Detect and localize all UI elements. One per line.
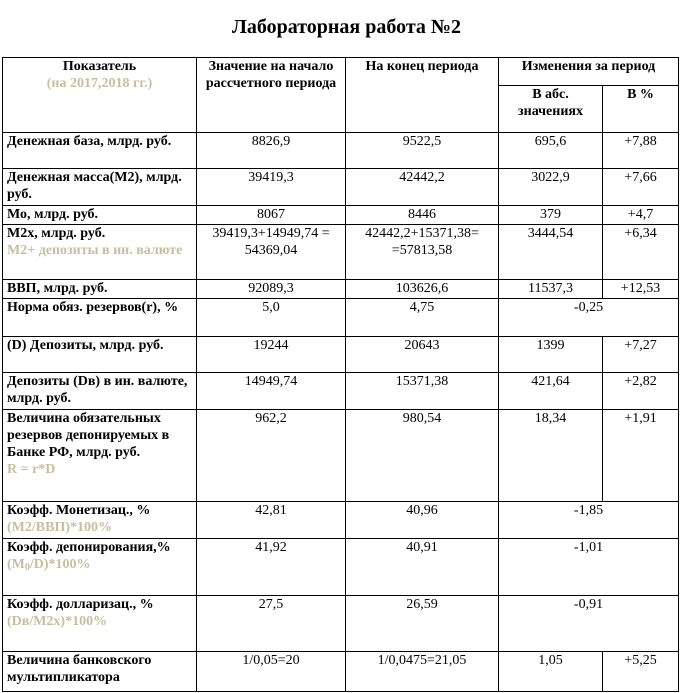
row-indicator: Денежная база, млрд. руб. bbox=[3, 133, 197, 169]
row-start-value: 5,0 bbox=[197, 299, 346, 337]
header-indicator-note: (на 2017,2018 гг.) bbox=[46, 76, 153, 91]
row-indicator: Денежная масса(М2), млрд. руб. bbox=[3, 169, 197, 206]
row-end-value: 20643 bbox=[346, 337, 499, 373]
row-pct-change: +5,25 bbox=[603, 652, 679, 692]
table-row bbox=[3, 410, 679, 502]
row-formula-note: R = r*D bbox=[7, 462, 56, 477]
row-change-merged: -1,01 bbox=[499, 539, 679, 596]
row-end-value: 1/0,0475=21,05 bbox=[346, 652, 499, 692]
page-title: Лабораторная работа №2 bbox=[231, 16, 462, 38]
row-pct-change: +7,88 bbox=[603, 133, 679, 169]
row-pct-change: +6,34 bbox=[603, 225, 679, 280]
header-indicator bbox=[3, 58, 197, 133]
row-indicator bbox=[3, 225, 197, 280]
table-row bbox=[3, 206, 679, 225]
row-abs-change: 379 bbox=[499, 206, 603, 225]
row-change-merged: -1,85 bbox=[499, 502, 679, 539]
table-row bbox=[3, 373, 679, 410]
row-indicator: Депозиты (Dв) в ин. валюте, млрд. руб. bbox=[3, 373, 197, 410]
row-end-value: 26,59 bbox=[346, 596, 499, 652]
row-indicator: Величина банковского мультипликатора bbox=[3, 652, 197, 692]
row-end-value: 103626,6 bbox=[346, 280, 499, 299]
row-end-value: 9522,5 bbox=[346, 133, 499, 169]
row-end-value: 8446 bbox=[346, 206, 499, 225]
row-pct-change: +2,82 bbox=[603, 373, 679, 410]
row-end-value: 980,54 bbox=[346, 410, 499, 502]
table-row bbox=[3, 169, 679, 206]
row-abs-change: 11537,3 bbox=[499, 280, 603, 299]
header-pct-change: В % bbox=[603, 86, 679, 133]
row-start-value: 19244 bbox=[197, 337, 346, 373]
row-formula-note: (М2/ВВП)*100% bbox=[7, 520, 112, 535]
row-start-value: 27,5 bbox=[197, 596, 346, 652]
table-row bbox=[3, 502, 679, 539]
row-abs-change: 1399 bbox=[499, 337, 603, 373]
row-abs-change: 421,64 bbox=[499, 373, 603, 410]
row-formula-note: М2+ депозиты в ин. валюте bbox=[7, 243, 183, 258]
table-row bbox=[3, 337, 679, 373]
row-end-value: 42442,2+15371,38= =57813,58 bbox=[346, 225, 499, 280]
row-abs-change: 3444,54 bbox=[499, 225, 603, 280]
row-indicator: Норма обяз. резервов(r), % bbox=[3, 299, 197, 337]
row-pct-change: +1,91 bbox=[603, 410, 679, 502]
row-indicator: (D) Депозиты, млрд. руб. bbox=[3, 337, 197, 373]
row-end-value: 4,75 bbox=[346, 299, 499, 337]
row-indicator: ВВП, млрд. руб. bbox=[3, 280, 197, 299]
row-start-value: 41,92 bbox=[197, 539, 346, 596]
table-row bbox=[3, 596, 679, 652]
row-pct-change: +7,66 bbox=[603, 169, 679, 206]
row-pct-change: +7,27 bbox=[603, 337, 679, 373]
row-indicator-label: Коэфф. Монетизац., % bbox=[7, 503, 151, 518]
header-abs-change: В абс. значениях bbox=[499, 86, 603, 133]
table-row bbox=[3, 652, 679, 692]
table-row bbox=[3, 280, 679, 299]
row-change-merged: -0,25 bbox=[499, 299, 679, 337]
row-abs-change: 18,34 bbox=[499, 410, 603, 502]
row-start-value: 92089,3 bbox=[197, 280, 346, 299]
row-end-value: 42442,2 bbox=[346, 169, 499, 206]
row-start-value: 39419,3+14949,74 = 54369,04 bbox=[197, 225, 346, 280]
row-indicator bbox=[3, 539, 197, 596]
row-start-value: 962,2 bbox=[197, 410, 346, 502]
row-formula-note: (Dв/М2х)*100% bbox=[7, 614, 108, 629]
row-start-value: 8067 bbox=[197, 206, 346, 225]
row-start-value: 39419,3 bbox=[197, 169, 346, 206]
row-end-value: 40,91 bbox=[346, 539, 499, 596]
row-end-value: 40,96 bbox=[346, 502, 499, 539]
row-pct-change: +12,53 bbox=[603, 280, 679, 299]
header-indicator-label: Показатель bbox=[62, 59, 137, 74]
row-start-value: 14949,74 bbox=[197, 373, 346, 410]
row-formula-note: $(М_0/D)*100\%$ bbox=[7, 557, 91, 573]
row-abs-change: 1,05 bbox=[499, 652, 603, 692]
row-change-merged: -0,91 bbox=[499, 596, 679, 652]
row-indicator-label: Величина обязательных резервов депонируемых в Банке РФ, млрд. руб. bbox=[7, 411, 170, 460]
row-indicator-label: М2х, млрд. руб. bbox=[7, 226, 106, 241]
row-abs-change: 3022,9 bbox=[499, 169, 603, 206]
row-pct-change: +4,7 bbox=[603, 206, 679, 225]
table-row bbox=[3, 299, 679, 337]
table-row bbox=[3, 539, 679, 596]
table-row bbox=[3, 133, 679, 169]
row-indicator bbox=[3, 502, 197, 539]
header-change: Изменения за период bbox=[499, 58, 679, 86]
row-end-value: 15371,38 bbox=[346, 373, 499, 410]
row-indicator: Мо, млрд. руб. bbox=[3, 206, 197, 225]
row-indicator bbox=[3, 596, 197, 652]
row-start-value: 8826,9 bbox=[197, 133, 346, 169]
row-abs-change: 695,6 bbox=[499, 133, 603, 169]
row-start-value: 42,81 bbox=[197, 502, 346, 539]
row-indicator-label: Коэфф. депонирования,% bbox=[7, 540, 171, 555]
data-table bbox=[2, 57, 679, 692]
header-start-value: Значение на начало рассчетного периода bbox=[197, 58, 346, 133]
row-indicator bbox=[3, 410, 197, 502]
row-start-value: 1/0,05=20 bbox=[197, 652, 346, 692]
table-row bbox=[3, 225, 679, 280]
row-indicator-label: Коэфф. долларизац., % bbox=[7, 597, 154, 612]
header-end-value: На конец периода bbox=[346, 58, 499, 133]
header-row bbox=[3, 58, 679, 86]
